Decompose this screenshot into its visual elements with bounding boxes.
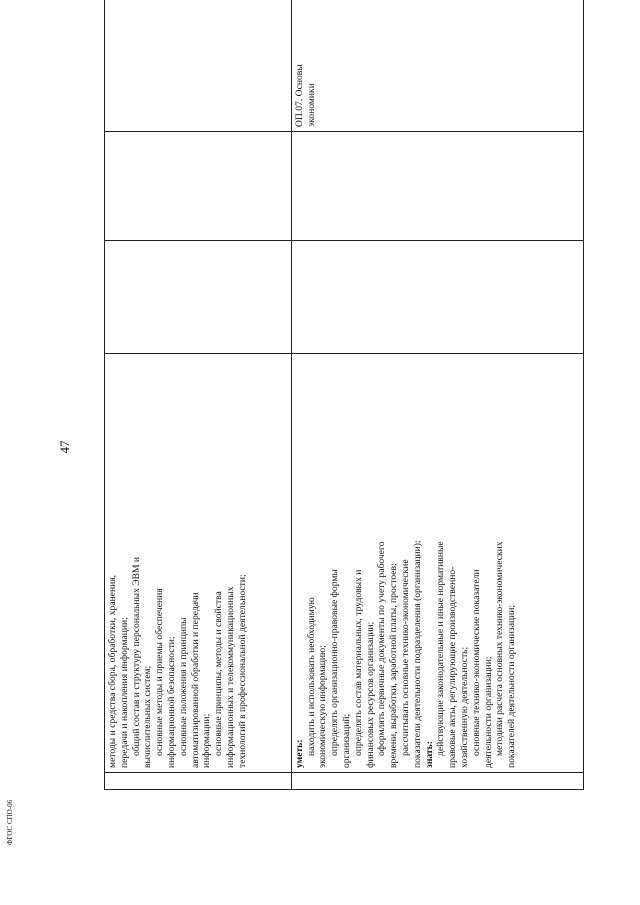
skills-line: действующие законодательные и иные нормативные <box>435 541 447 756</box>
skills-line: правовые акты, регулирующие производственно- <box>447 566 459 768</box>
skills-line: оформлять первичные документы по учету рабочего <box>376 541 388 756</box>
table-row <box>105 0 292 790</box>
skills-line: деятельности организации; <box>482 656 494 768</box>
skills-line: находить и использовать необходимую <box>305 597 317 756</box>
skills-heading: знать: <box>423 741 435 768</box>
index-cell <box>291 773 583 790</box>
discipline-cell <box>291 0 583 132</box>
discipline-cell <box>105 0 292 132</box>
skills-line: передачи и накопления информации; <box>118 617 130 768</box>
skills-line: экономическую информацию; <box>317 645 329 768</box>
skills-line: автоматизированной обработки и передачи <box>189 592 201 768</box>
footer-code: ФГОС СПО-06 <box>6 799 14 845</box>
skills-line: информации; <box>201 713 213 768</box>
skills-line: показатели деятельности подразделения (организации); <box>411 540 423 768</box>
skills-line: определять состав материальных, трудовых и <box>352 569 364 756</box>
page-number: 47 <box>57 440 72 454</box>
skills-line: информационных и телекоммуникационных <box>224 586 236 768</box>
skills-line: времени, выработки, заработной платы, простоев; <box>388 563 400 768</box>
skills-line: общий состав и структуру персональных ЭВМ и <box>130 556 142 756</box>
skills-line: показателей деятельности организации; <box>506 604 518 768</box>
empty-cell <box>291 241 583 354</box>
skills-line: методики расчета основных технико-экономических <box>494 541 506 756</box>
skills-line: рассчитывать основные технико-экономические <box>400 559 412 756</box>
table-row <box>291 0 583 790</box>
skills-cell <box>291 354 583 773</box>
skills-line: методы и средства сбора, обработки, хранения, <box>107 574 118 768</box>
skills-heading: уметь: <box>293 739 305 768</box>
skills-line: основные методы и приемы обеспечения <box>154 588 166 756</box>
empty-cell <box>291 132 583 241</box>
skills-line: технологий в профессиональной деятельности; <box>236 574 248 768</box>
skills-line: финансовых ресурсов организации; <box>364 621 376 768</box>
empty-cell <box>105 241 292 354</box>
skills-cell <box>105 354 292 773</box>
index-cell <box>105 773 292 790</box>
discipline-line: ОП.07. Основы <box>293 64 305 127</box>
skills-line: основные технико-экономические показатели <box>470 569 482 756</box>
skills-line: вычислительных систем; <box>142 665 154 768</box>
skills-line: определять организационно-правовые формы <box>329 569 341 756</box>
skills-line: организаций; <box>341 713 353 768</box>
skills-line: информационной безопасности; <box>165 636 177 768</box>
discipline-line: экономики <box>305 83 317 127</box>
empty-cell <box>105 132 292 241</box>
skills-line: хозяйственную деятельность; <box>459 646 470 768</box>
skills-line: основные принципы, методы и свойства <box>213 591 225 756</box>
competency-table <box>104 30 584 790</box>
skills-line: основные положения и принципы <box>177 617 189 756</box>
